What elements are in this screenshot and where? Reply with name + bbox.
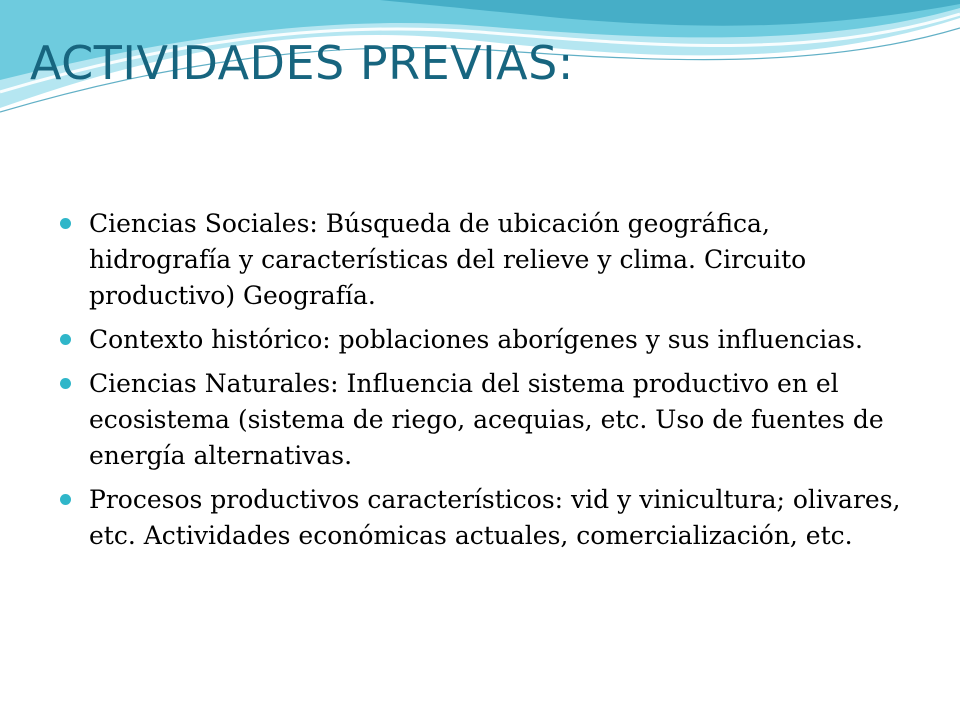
- bullet-list: [60, 206, 910, 562]
- bullet-item: [60, 322, 910, 358]
- bullet-item: [60, 482, 910, 554]
- bullet-text: Ciencias Naturales: Influencia del sistema productivo en el ecosistema (sistema de riego, acequias, etc. Uso de fuentes de energía alternativas.: [89, 369, 884, 470]
- bullet-item: [60, 206, 910, 314]
- bullet-text: Contexto histórico: poblaciones aborígenes y sus influencias.: [89, 325, 863, 354]
- bullet-text: Ciencias Sociales: Búsqueda de ubicación geográfica, hidrografía y características del relieve y clima. Circuito productivo) Geografía.: [89, 209, 807, 310]
- bullet-dot-icon: [60, 334, 71, 345]
- bullet-text: Procesos productivos característicos: vid y vinicultura; olivares, etc. Actividades económicas actuales, comercialización, etc.: [89, 485, 901, 550]
- bullet-item: [60, 366, 910, 474]
- bullet-dot-icon: [60, 494, 71, 505]
- slide-title: ACTIVIDADES PREVIAS:: [30, 36, 574, 90]
- bullet-dot-icon: [60, 378, 71, 389]
- bullet-dot-icon: [60, 218, 71, 229]
